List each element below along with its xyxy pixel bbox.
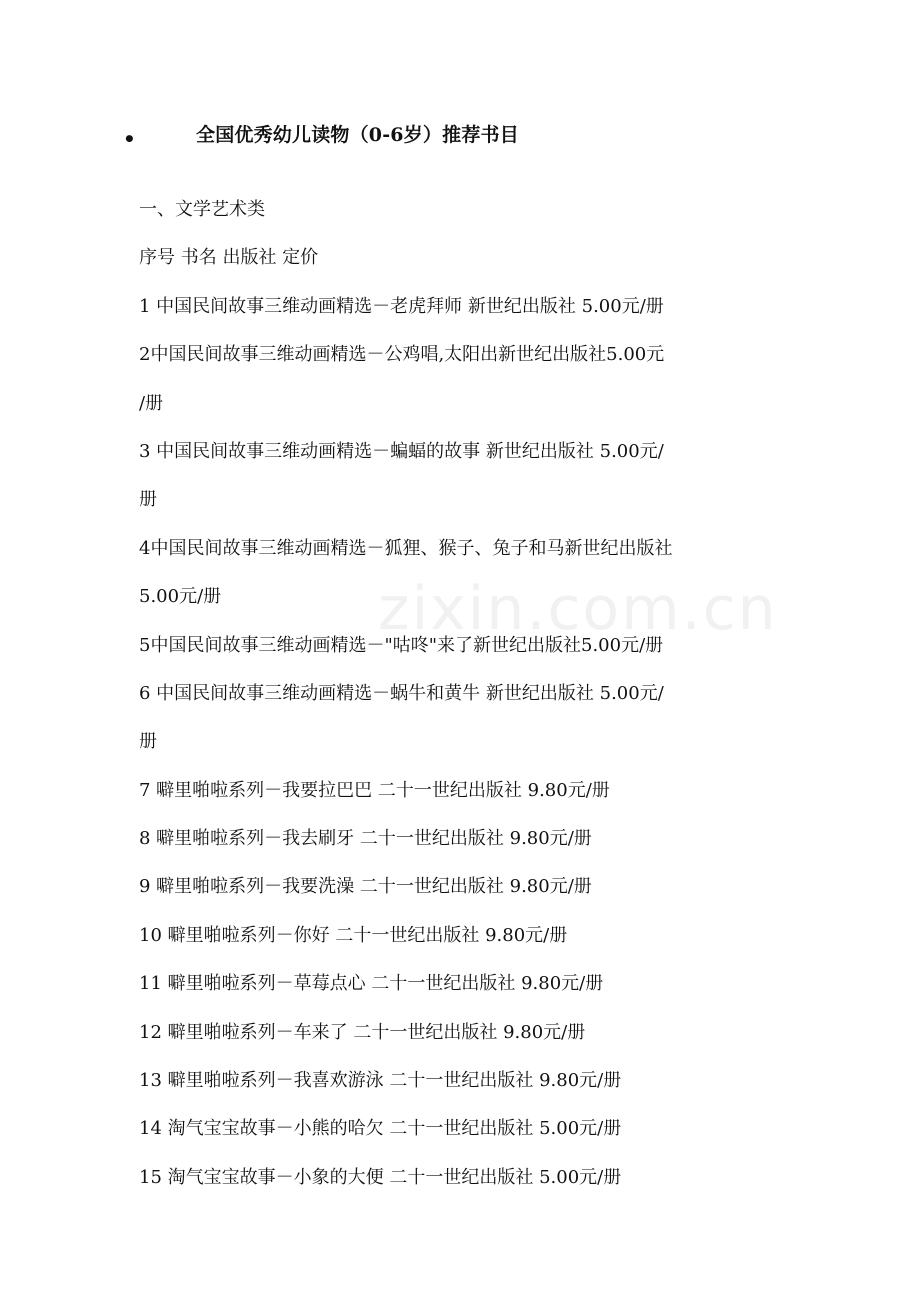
list-item: 4中国民间故事三维动画精选－狐狸、猴子、兔子和马新世纪出版社 xyxy=(139,537,673,559)
list-item: 6 中国民间故事三维动画精选－蜗牛和黄牛 新世纪出版社 5.00元/ xyxy=(139,682,664,704)
list-item: 5中国民间故事三维动画精选－"咕咚"来了新世纪出版社5.00元/册 xyxy=(139,634,664,656)
list-item: 14 淘气宝宝故事－小熊的哈欠 二十一世纪出版社 5.00元/册 xyxy=(139,1118,622,1140)
list-item: 8 噼里啪啦系列－我去刷牙 二十一世纪出版社 9.80元/册 xyxy=(139,828,592,850)
list-item: 11 噼里啪啦系列－草莓点心 二十一世纪出版社 9.80元/册 xyxy=(139,973,604,995)
list-item: 1 中国民间故事三维动画精选－老虎拜师 新世纪出版社 5.00元/册 xyxy=(139,295,664,317)
list-item: 10 噼里啪啦系列－你好 二十一世纪出版社 9.80元/册 xyxy=(139,924,568,946)
list-item: 9 噼里啪啦系列－我要洗澡 二十一世纪出版社 9.80元/册 xyxy=(139,876,592,898)
watermark-text: zixin.com.cn xyxy=(378,574,778,644)
document-title: 全国优秀幼儿读物（0-6岁）推荐书目 xyxy=(196,124,519,146)
list-item: /册 xyxy=(139,392,164,414)
list-item: 3 中国民间故事三维动画精选－蝙蝠的故事 新世纪出版社 5.00元/ xyxy=(139,440,664,462)
list-item: 12 噼里啪啦系列－车来了 二十一世纪出版社 9.80元/册 xyxy=(139,1021,586,1043)
table-header: 序号 书名 出版社 定价 xyxy=(139,247,319,269)
list-item: 册 xyxy=(139,489,157,511)
list-item: 册 xyxy=(139,731,157,753)
document-content xyxy=(139,186,789,1202)
bullet: • xyxy=(123,127,136,151)
list-item: 13 噼里啪啦系列－我喜欢游泳 二十一世纪出版社 9.80元/册 xyxy=(139,1070,622,1092)
list-item: 15 淘气宝宝故事－小象的大便 二十一世纪出版社 5.00元/册 xyxy=(139,1166,622,1188)
section-heading: 一、文学艺术类 xyxy=(139,199,265,220)
list-item: 7 噼里啪啦系列－我要拉巴巴 二十一世纪出版社 9.80元/册 xyxy=(139,779,610,801)
list-item: 2中国民间故事三维动画精选－公鸡唱,太阳出新世纪出版社5.00元 xyxy=(139,344,665,366)
list-item: 5.00元/册 xyxy=(139,586,222,608)
title-row xyxy=(118,120,818,154)
